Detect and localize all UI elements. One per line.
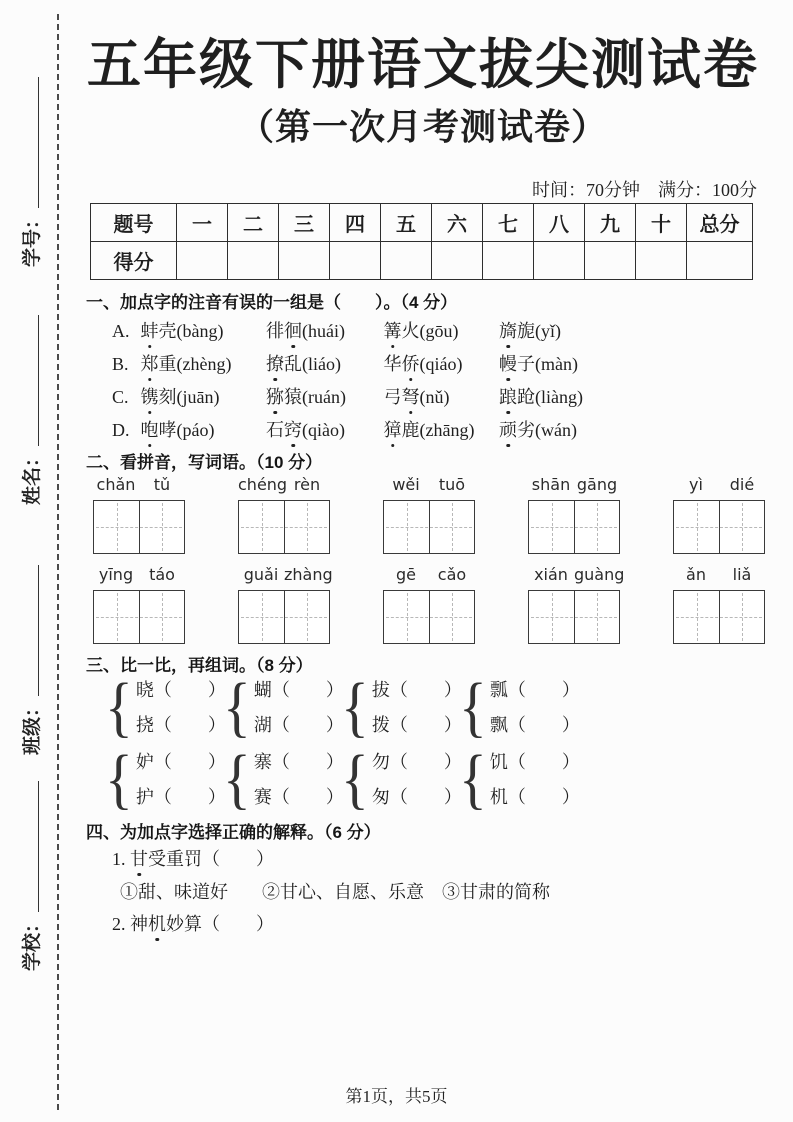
brace-glyph: { <box>223 740 251 816</box>
char-pair <box>459 740 580 816</box>
fill-in-line <box>21 781 39 912</box>
dotted-char: 篝 <box>384 317 402 343</box>
answer-paren: （ ） <box>389 787 462 807</box>
word-item: 顽劣(wán) <box>499 416 577 442</box>
pair-line: 拨（ ） <box>371 715 462 735</box>
sidebar-field-student-id <box>15 77 45 267</box>
pair-line: 瓢（ ） <box>489 680 580 700</box>
pinyin-pair: wěi tuō <box>392 475 466 494</box>
question-1: 1. 甘受重罚（ ） <box>112 845 274 871</box>
answer-paren: （ ） <box>271 787 344 807</box>
writing-cell <box>384 591 429 643</box>
pair-line: 寨（ ） <box>253 752 344 772</box>
pinyin-pair: xián guàng <box>534 565 625 584</box>
writing-box <box>93 500 185 554</box>
dotted-char: 蚌 <box>141 317 159 343</box>
pair-line: 饥（ ） <box>489 752 580 772</box>
writing-cell <box>719 501 764 553</box>
dotted-char: 顽 <box>499 416 517 442</box>
pair-line: 拔（ ） <box>371 680 462 700</box>
score-cell-empty <box>330 242 381 280</box>
dotted-char: 猕 <box>266 383 284 409</box>
pinyin-row-2 <box>93 565 765 584</box>
char-pair <box>105 668 226 744</box>
choice-2: ②甘心、自愿、乐意 <box>262 882 424 902</box>
sidebar-field-label: 姓名： <box>21 447 43 505</box>
score-cell-empty <box>432 242 483 280</box>
option-row-d <box>112 416 577 442</box>
writing-cell <box>284 591 329 643</box>
fill-in-line <box>21 315 39 446</box>
section3-heading: 三、比一比，再组词。（8 分） <box>86 656 313 675</box>
answer-paren: （ ） <box>271 752 344 772</box>
writing-box <box>673 590 765 644</box>
brace-glyph: { <box>459 668 487 744</box>
page-subtitle: （第一次月考测试卷） <box>237 107 608 147</box>
writing-cell <box>529 591 574 643</box>
answer-paren: （ ） <box>389 680 462 700</box>
dotted-char: 机 <box>148 910 166 936</box>
writing-cell <box>139 591 184 643</box>
pair-line: 湖（ ） <box>253 715 344 735</box>
fill-in-line <box>21 565 39 696</box>
char-pair <box>223 668 344 744</box>
writing-cell <box>674 591 719 643</box>
pair-line: 赛（ ） <box>253 787 344 807</box>
answer-paren: （ ） <box>507 715 580 735</box>
score-header-cell: 一 <box>177 204 228 242</box>
word-item: 石窍(qiào) <box>266 416 379 442</box>
compare-pairs-row-1 <box>105 668 580 744</box>
writing-cell <box>94 591 139 643</box>
dotted-char: 弩 <box>402 383 420 409</box>
writing-cell <box>719 591 764 643</box>
writing-box <box>238 500 330 554</box>
answer-paren: （ ） <box>153 752 226 772</box>
dotted-char: 窍 <box>284 416 302 442</box>
score-header-cell: 十 <box>636 204 687 242</box>
score-cell-empty <box>687 242 753 280</box>
pinyin-pair: guǎi zhàng <box>243 565 333 584</box>
dotted-char: 咆 <box>141 416 159 442</box>
brace-glyph: { <box>341 740 369 816</box>
sidebar-field-label: 学号： <box>21 209 43 267</box>
page-title: 五年级下册语文拔尖测试卷 <box>87 35 759 95</box>
score-header-cell: 七 <box>483 204 534 242</box>
word-item: 獐鹿(zhāng) <box>384 416 495 442</box>
score-cell-empty <box>228 242 279 280</box>
sidebar-field-name <box>15 315 45 505</box>
score-table-score-row <box>91 242 753 280</box>
brace-glyph: { <box>459 740 487 816</box>
word-item: 篝火(gōu) <box>384 317 495 343</box>
answer-paren: （ ） <box>271 680 344 700</box>
score-cell-empty <box>636 242 687 280</box>
score-cell-empty <box>177 242 228 280</box>
choice-3: ③甘肃的简称 <box>442 882 550 902</box>
answer-paren: （ ） <box>389 752 462 772</box>
sidebar-field-label: 学校： <box>21 913 43 971</box>
dotted-char: 幔 <box>499 350 517 376</box>
footer-page-number: 第1页，共5页 <box>345 1087 448 1106</box>
char-pair <box>459 668 580 744</box>
option-row-c <box>112 383 583 409</box>
writing-cell <box>529 501 574 553</box>
score-cell-empty <box>279 242 330 280</box>
option-row-a <box>112 317 561 343</box>
writing-cell <box>139 501 184 553</box>
answer-paren: （ ） <box>271 715 344 735</box>
choice-1: ①甜、味道好 <box>120 882 228 902</box>
option-row-b <box>112 350 578 376</box>
pinyin-pair: yì dié <box>689 475 755 494</box>
pinyin-pair: chǎn tǔ <box>96 475 171 494</box>
pinyin-pair: yīng táo <box>98 565 175 584</box>
writing-cell <box>574 501 619 553</box>
writing-cell <box>384 501 429 553</box>
score-header-cell: 五 <box>381 204 432 242</box>
dotted-char: 獐 <box>384 416 402 442</box>
answer-paren: （ ） <box>153 680 226 700</box>
exam-meta: 时间：70分钟 满分：100分 <box>532 180 757 200</box>
question-2: 2. 神机妙算（ ） <box>112 910 274 936</box>
char-pair <box>105 740 226 816</box>
brace-glyph: { <box>341 668 369 744</box>
writing-cell <box>429 591 474 643</box>
option-label: A. <box>112 321 130 341</box>
word-item: 镌刻(juān) <box>141 383 262 409</box>
word-item: 踉跄(liàng) <box>499 383 583 409</box>
word-item: 蚌壳(bàng) <box>141 317 262 343</box>
word-item: 徘徊(huái) <box>266 317 379 343</box>
question-1-choices <box>120 878 550 904</box>
writing-box <box>528 590 620 644</box>
score-header-cell: 二 <box>228 204 279 242</box>
sidebar-field-class <box>15 565 45 755</box>
option-label: B. <box>112 354 129 374</box>
pair-line: 匆（ ） <box>371 787 462 807</box>
char-pair <box>223 740 344 816</box>
brace-glyph: { <box>105 740 133 816</box>
option-label: D. <box>112 420 130 440</box>
writing-cell <box>94 501 139 553</box>
writing-boxes-row-1 <box>93 500 765 554</box>
sidebar-field-label: 班级： <box>21 697 43 755</box>
dotted-char: 郑 <box>141 350 159 376</box>
fill-in-line <box>21 77 39 208</box>
writing-cell <box>429 501 474 553</box>
word-item: 郑重(zhèng) <box>141 350 262 376</box>
answer-paren: （ ） <box>153 787 226 807</box>
word-item: 华侨(qiáo) <box>384 350 495 376</box>
dotted-char: 撩 <box>266 350 284 376</box>
writing-cell <box>239 501 284 553</box>
dotted-char: 甘 <box>130 845 148 871</box>
score-header-cell: 八 <box>534 204 585 242</box>
dotted-char: 旖 <box>499 317 517 343</box>
writing-box <box>673 500 765 554</box>
score-table <box>90 203 753 280</box>
pair-line: 飘（ ） <box>489 715 580 735</box>
writing-cell <box>284 501 329 553</box>
char-pair <box>341 668 462 744</box>
word-item: 旖旎(yǐ) <box>499 317 561 343</box>
score-cell-empty <box>585 242 636 280</box>
writing-cell <box>674 501 719 553</box>
brace-glyph: { <box>105 668 133 744</box>
score-row-label: 得分 <box>91 242 177 280</box>
score-table-header-row <box>91 204 753 242</box>
pair-line: 晓（ ） <box>135 680 226 700</box>
section4-heading: 四、为加点字选择正确的解释。（6 分） <box>86 823 381 842</box>
section2-heading: 二、看拼音，写词语。（10 分） <box>86 453 323 472</box>
score-header-cell: 三 <box>279 204 330 242</box>
word-item: 弓弩(nǔ) <box>384 383 495 409</box>
score-header-cell: 总分 <box>687 204 753 242</box>
answer-paren: （ ） <box>507 787 580 807</box>
char-pair <box>341 740 462 816</box>
writing-boxes-row-2 <box>93 590 765 644</box>
answer-paren: （ ） <box>389 715 462 735</box>
pinyin-row-1 <box>93 475 765 494</box>
writing-cell <box>574 591 619 643</box>
pair-line: 蝴（ ） <box>253 680 344 700</box>
score-cell-empty <box>483 242 534 280</box>
pair-line: 勿（ ） <box>371 752 462 772</box>
writing-cell <box>239 591 284 643</box>
answer-paren: （ ） <box>507 680 580 700</box>
word-item: 撩乱(liáo) <box>266 350 379 376</box>
dotted-char: 侨 <box>402 350 420 376</box>
writing-box <box>238 590 330 644</box>
pair-line: 机（ ） <box>489 787 580 807</box>
pair-line: 护（ ） <box>135 787 226 807</box>
pinyin-pair: gē cǎo <box>396 565 467 584</box>
score-cell-empty <box>534 242 585 280</box>
word-item: 幔子(màn) <box>499 350 578 376</box>
pair-line: 挠（ ） <box>135 715 226 735</box>
writing-box <box>528 500 620 554</box>
word-item: 猕猿(ruán) <box>266 383 379 409</box>
sidebar-field-school <box>15 781 45 971</box>
writing-box <box>383 590 475 644</box>
dotted-char: 踉 <box>499 383 517 409</box>
word-item: 咆哮(páo) <box>141 416 262 442</box>
section1-heading: 一、加点字的注音有误的一组是（ ）。（4 分） <box>86 293 458 312</box>
score-header-cell: 题号 <box>91 204 177 242</box>
writing-box <box>383 500 475 554</box>
pinyin-pair: ǎn liǎ <box>686 565 752 584</box>
score-cell-empty <box>381 242 432 280</box>
writing-box <box>93 590 185 644</box>
pinyin-pair: shān gāng <box>531 475 618 494</box>
dotted-char: 镌 <box>141 383 159 409</box>
pair-line: 妒（ ） <box>135 752 226 772</box>
binding-dashed-line <box>57 14 59 1110</box>
score-header-cell: 九 <box>585 204 636 242</box>
answer-paren: （ ） <box>507 752 580 772</box>
pinyin-pair: chéng rèn <box>238 475 321 494</box>
score-header-cell: 四 <box>330 204 381 242</box>
compare-pairs-row-2 <box>105 740 580 816</box>
answer-paren: （ ） <box>153 715 226 735</box>
brace-glyph: { <box>223 668 251 744</box>
option-label: C. <box>112 387 129 407</box>
score-header-cell: 六 <box>432 204 483 242</box>
dotted-char: 徊 <box>284 317 302 343</box>
